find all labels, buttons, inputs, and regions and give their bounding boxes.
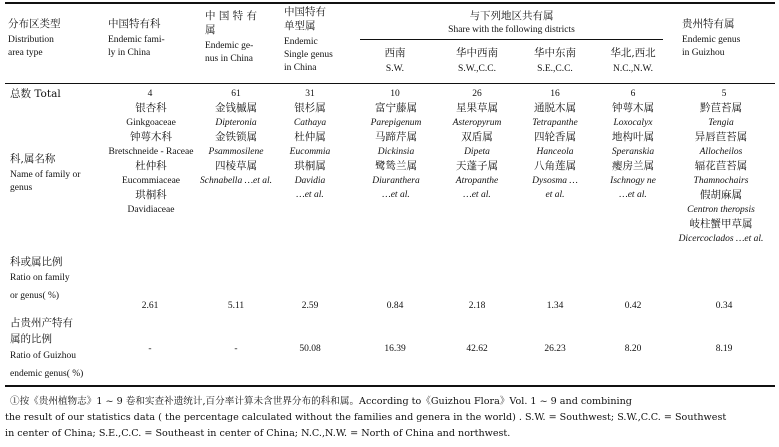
genus-zh: 马蹄芹属	[375, 131, 417, 143]
names-label-en1: Name of family or	[10, 170, 81, 180]
pct-single-genus: 50.08	[299, 344, 321, 354]
names-single-genus-column	[270, 101, 350, 203]
genus-zh: 鹭鸶兰属	[375, 160, 417, 172]
genus-zh: 辐花苣苔属	[694, 160, 748, 172]
genus-latin: Davidia	[294, 175, 326, 186]
header-sw-en: S.W.	[385, 64, 405, 74]
pct-family: -	[148, 344, 152, 354]
header-single-genus-zh2: 单型属	[284, 20, 316, 32]
header-endemic-genus-en2: nus in China	[205, 54, 254, 64]
genus-latin: Centron theropsis	[687, 204, 755, 215]
genus-latin: Schnabella …et al.	[199, 175, 273, 186]
header-sw-zh: 西南	[384, 47, 406, 59]
ratio-swcc: 2.18	[468, 301, 486, 311]
genus-latin: Dipteronia	[215, 117, 257, 128]
ratio-label-en2: or genus( %)	[10, 291, 60, 301]
header-secc-zh: 华中东南	[534, 47, 576, 59]
genus-latin: Dipeta	[464, 146, 490, 157]
genus-zh: 杜仲属	[294, 131, 326, 143]
genus-latin: Speranskia	[611, 146, 655, 157]
header-distribution-zh: 分布区类型	[8, 18, 61, 30]
genus-zh: 地构叶属	[612, 131, 654, 143]
names-sw-column	[356, 101, 436, 203]
header-endemic-genus-zh2: 属	[205, 24, 216, 36]
bottom-rule	[5, 385, 775, 387]
footnote-line-3: in center of China; S.E.,C.C. = Southeast in center of China; N.C.,N.W. = North of China and northwest.	[5, 428, 511, 439]
genus-latin: Psammosilene	[208, 146, 264, 157]
pct-ncnw: 8.20	[624, 344, 642, 354]
total-family: 4	[147, 89, 153, 99]
names-label-en2: genus	[10, 183, 33, 193]
family-zh: 银杏科	[135, 102, 167, 114]
total-label: 总数 Total	[10, 88, 61, 100]
header-guizhou-zh: 贵州特有属	[682, 18, 735, 30]
genus-latin: Diuranthera	[372, 175, 420, 186]
genus-zh: 异唇苣苔属	[694, 131, 748, 143]
header-swcc-en: S.W.,C.C.	[458, 64, 496, 74]
pct-sw: 16.39	[384, 344, 406, 354]
genus-latin: Eucommia	[289, 146, 331, 157]
header-endemic-genus-en1: Endemic ge-	[205, 41, 254, 51]
ratio-sw: 0.84	[386, 301, 404, 311]
genus-zh: 岐柱蟹甲草属	[689, 218, 753, 230]
pct-label-en2: endemic genus( %)	[10, 369, 84, 379]
genus-zh: 八角莲属	[534, 160, 576, 172]
header-shared-zh: 与下列地区共有属	[469, 10, 554, 22]
header-guizhou-en2: in Guizhou	[682, 48, 725, 58]
genus-zh: 金钱槭属	[215, 102, 257, 114]
ratio-label-zh: 科或属比例	[10, 256, 63, 268]
pct-endemic-genus: -	[234, 344, 238, 354]
genus-zh: 天蓬子属	[456, 160, 498, 172]
pct-swcc: 42.62	[466, 344, 488, 354]
genus-latin: …et al.	[382, 190, 410, 200]
genus-zh: 黔苣苔属	[700, 102, 742, 114]
genus-zh: 假胡麻属	[700, 189, 742, 201]
ratio-ncnw: 0.42	[624, 301, 642, 311]
header-guizhou-en1: Endemic genus	[682, 35, 741, 45]
names-guizhou-column	[668, 101, 774, 246]
names-endemic-genus-column	[196, 101, 276, 188]
header-endemic-family-en2: ly in China	[108, 48, 151, 58]
pct-label-zh1: 占贵州产特有	[10, 317, 73, 329]
genus-latin: Atropanthe	[455, 175, 499, 186]
family-zh: 杜仲科	[135, 160, 167, 172]
ratio-secc: 1.34	[546, 301, 564, 311]
family-latin: Ginkgoaceae	[126, 117, 176, 128]
family-zh: 钟萼木科	[130, 131, 172, 143]
header-endemic-genus-zh1: 中 国 特 有	[205, 10, 258, 22]
pct-label-en1: Ratio of Guizhou	[10, 351, 76, 361]
header-endemic-family-en1: Endemic fami-	[108, 35, 165, 45]
genus-zh: 瘿房兰属	[612, 160, 654, 172]
total-sw: 10	[390, 89, 400, 99]
names-secc-column	[514, 101, 596, 203]
genus-zh: 双盾属	[461, 131, 493, 143]
header-swcc-zh: 华中西南	[456, 47, 498, 59]
genus-zh: 珙桐属	[294, 160, 326, 172]
header-ncnw-zh: 华北,西北	[610, 47, 656, 59]
footnote-line-1: ①按《贵州植物志》1 ~ 9 卷和实查补遗统计,百分率计算未含世界分布的科和属。According to《Guizhou Flora》Vol. 1 ~ 9 and combining	[10, 396, 632, 407]
top-rule	[5, 2, 775, 4]
genus-zh: 四轮香属	[534, 131, 576, 143]
total-swcc: 26	[472, 89, 482, 99]
family-zh: 珙桐科	[135, 189, 167, 201]
genus-latin: Asteropyrum	[452, 117, 502, 128]
pct-secc: 26.23	[544, 344, 566, 354]
total-secc: 16	[550, 89, 560, 99]
header-endemic-family-zh: 中国特有科	[108, 18, 161, 30]
genus-zh: 钟萼木属	[612, 102, 654, 114]
header-single-genus-en1: Endemic	[284, 37, 318, 47]
footnote-line-2: the result of our statistics data ( the percentage calculated without the families and genera in the world) . S.W. = Southwest; S.W.,C.C. = Southwest	[5, 412, 727, 423]
total-single-genus: 31	[305, 89, 315, 99]
ratio-label-en1: Ratio on family	[10, 273, 70, 283]
genus-zh: 星果草属	[456, 102, 498, 114]
genus-latin: Allocheilos	[699, 146, 743, 157]
header-single-genus-en3: in China	[284, 63, 317, 73]
genus-latin: Dysosma …	[532, 175, 578, 186]
header-single-genus-zh1: 中国特有	[284, 6, 326, 18]
genus-latin: …et al.	[619, 190, 647, 200]
genus-latin: Ischnogy ne	[610, 175, 656, 186]
genus-latin: Dickinsia	[377, 146, 415, 157]
family-latin: Eucommiaceae	[121, 175, 181, 186]
header-distribution-en2: area type	[8, 48, 43, 58]
ratio-guizhou: 0.34	[715, 301, 733, 311]
ratio-family: 2.61	[141, 301, 159, 311]
pct-label-zh2: 属的比例	[10, 333, 52, 345]
ratio-endemic-genus: 5.11	[227, 301, 245, 311]
genus-zh: 银杉属	[294, 102, 326, 114]
genus-latin: …et al.	[463, 190, 491, 200]
genus-zh: 金铁锁属	[215, 131, 257, 143]
genus-latin: Parepigenum	[370, 117, 422, 128]
family-latin: Davidiaceae	[127, 204, 175, 215]
header-bottom-rule	[5, 83, 775, 84]
genus-latin: et al.	[545, 190, 565, 200]
names-label-zh: 科,属名称	[10, 153, 56, 165]
genus-latin: Dicercoclados …et al.	[678, 233, 764, 244]
genus-latin: Tengia	[708, 117, 734, 128]
genus-latin: Loxocalyx	[613, 117, 653, 128]
names-ncnw-column	[594, 101, 672, 203]
total-endemic-genus: 61	[231, 89, 241, 99]
genus-zh: 四棱草属	[215, 160, 257, 172]
genus-zh: 通脱木属	[534, 102, 576, 114]
genus-zh: 富宁藤属	[375, 102, 417, 114]
total-guizhou: 5	[721, 89, 727, 99]
ratio-single-genus: 2.59	[301, 301, 319, 311]
header-single-genus-en2: Single genus	[284, 50, 333, 60]
names-family-column	[96, 101, 206, 217]
genus-latin: Cathaya	[293, 117, 327, 128]
header-distribution-en1: Distribution	[8, 35, 54, 45]
genus-latin: Thamnochairs	[693, 175, 749, 186]
header-secc-en: S.E.,C.C.	[537, 64, 573, 74]
genus-latin: Hanceola	[536, 146, 574, 157]
shared-header-rule	[360, 39, 663, 40]
header-shared-en: Share with the following districts	[448, 25, 575, 35]
header-ncnw-en: N.C.,N.W.	[612, 64, 654, 74]
names-swcc-column	[434, 101, 520, 203]
genus-latin: Tetrapanthe	[532, 117, 578, 128]
total-ncnw: 6	[630, 89, 636, 99]
family-latin: Bretschneide - Raceae	[108, 146, 194, 157]
genus-latin: …et al.	[296, 190, 324, 200]
pct-guizhou: 8.19	[715, 344, 733, 354]
